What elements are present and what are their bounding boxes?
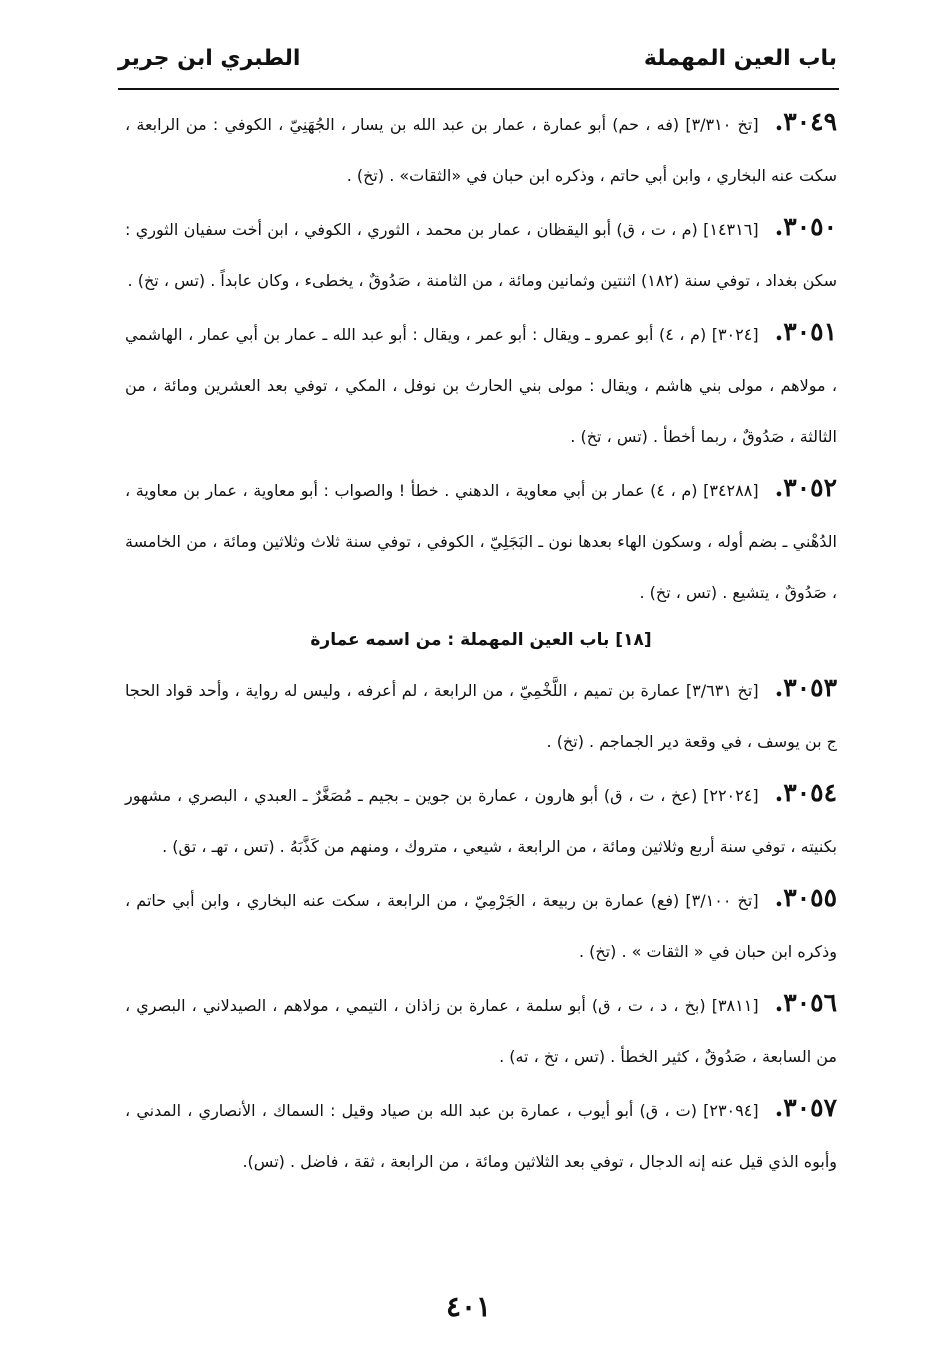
entry-text: [٣٠٢٤] (م ، ٤) أبو عمرو ـ ويقال : أبو عمر ، ويقال : أبو عبد الله ـ عمار بن أبي عمار ، الهاشمي ، مولاهم ، مولى بني هاشم ، ويقال : مولى بني الحارث بن نوفل ، المكي ، توفي بعد العشرين ومائة ، من الثالثة ، صَدُوقٌ ، ربما أخطأ . (تس ، تخ) . [125, 325, 837, 446]
header-author-title: الطبري ابن جرير [118, 45, 301, 71]
entry-3056 [125, 977, 837, 1082]
entry-3055 [125, 872, 837, 977]
entry-text: [٢٣٠٩٤] (ت ، ق) أبو أيوب ، عمارة بن عبد الله بن صياد وقيل : السماك ، الأنصاري ، المدني ، وأبوه الذي قيل عنه إنه الدجال ، توفي بعد الثلاثين ومائة ، من الرابعة ، ثقة ، فاضل . (تس). [125, 1101, 837, 1171]
entry-text: [١٤٣١٦] (م ، ت ، ق) أبو اليقظان ، عمار بن محمد ، الثوري ، الكوفي ، ابن أخت سفيان الثوري : سكن بغداد ، توفي سنة (١٨٢) اثنتين وثمانين ومائة ، من الثامنة ، صَدُوقٌ ، يخطىء ، وكان عابداً . (تس ، تخ) . [125, 220, 837, 290]
entry-number: ٣٠٥٦. [774, 988, 837, 1017]
entry-3051 [125, 306, 837, 462]
running-header [118, 36, 837, 80]
entry-3050 [125, 201, 837, 306]
entry-text: [٢٢٠٢٤] (عخ ، ت ، ق) أبو هارون ، عمارة بن جوين ـ بجيم ـ مُصَغَّرٌ ـ العبدي ، البصري ، مشهور بكنيته ، توفي سنة أربع وثلاثين ومائة ، من الرابعة ، شيعي ، متروك ، ومنهم من كَذَّبَهُ . (تس ، تهـ ، تق) . [125, 786, 837, 856]
entry-3052 [125, 462, 837, 618]
entry-number: ٣٠٥٣. [774, 673, 837, 702]
entry-text: [تخ ٣/٣١٠] (فه ، حم) أبو عمارة ، عمار بن عبد الله بن يسار ، الجُهَنِيّ ، الكوفي : من الرابعة ، سكت عنه البخاري ، وابن أبي حاتم ، وذكره ابن حبان في «الثقات» . (تخ) . [125, 115, 837, 185]
entry-number: ٣٠٥٥. [774, 883, 837, 912]
entry-number: ٣٠٥٢. [774, 473, 838, 502]
header-chapter-title: باب العين المهملة [643, 45, 837, 71]
entry-3057 [125, 1082, 837, 1187]
page-body [125, 96, 837, 1187]
entry-text: [تخ ٣/١٠٠] (فع) عمارة بن ربيعة ، الجَرْمِيّ ، من الرابعة ، سكت عنه البخاري ، وابن أبي حاتم ، وذكره ابن حبان في « الثقات » . (تخ) . [125, 891, 837, 961]
entry-number: ٣٠٤٩. [774, 107, 838, 136]
entry-number: ٣٠٥١. [774, 317, 838, 346]
entry-3049 [125, 96, 837, 201]
entry-number: ٣٠٥٠. [774, 212, 837, 241]
header-divider [118, 88, 839, 90]
page-number: ٤٠١ [445, 1290, 492, 1323]
entry-text: [تخ ٣/٦٣١] عمارة بن تميم ، اللَّخْمِيّ ، من الرابعة ، لم أعرفه ، وليس له رواية ، وأحد قواد الحجا ج بن يوسف ، في وقعة دير الجماجم . (تخ) . [125, 681, 837, 751]
entry-3054 [125, 767, 837, 872]
entry-number: ٣٠٥٤. [774, 778, 837, 807]
entry-3053 [125, 662, 837, 767]
entry-text: [٣٨١١] (بخ ، د ، ت ، ق) أبو سلمة ، عمارة بن زاذان ، التيمي ، مولاهم ، الصيدلاني ، البصري ، من السابعة ، صَدُوقٌ ، كثير الخطأ . (تس ، تخ ، ته) . [125, 996, 837, 1066]
entry-number: ٣٠٥٧. [774, 1093, 837, 1122]
entry-text: [٣٤٢٨٨] (م ، ٤) عمار بن أبي معاوية ، الدهني . خطأ ! والصواب : أبو معاوية ، عمار بن معاوية ، الدُهْني ـ بضم أوله ، وسكون الهاء بعدها نون ـ البَجَلِيّ ، الكوفي ، توفي سنة ثلاث وثلاثين ومائة ، من الخامسة ، صَدُوقٌ ، يتشيع . (تس ، تخ) . [125, 481, 837, 602]
section-heading: [١٨] باب العين المهملة : من اسمه عمارة [310, 630, 652, 650]
